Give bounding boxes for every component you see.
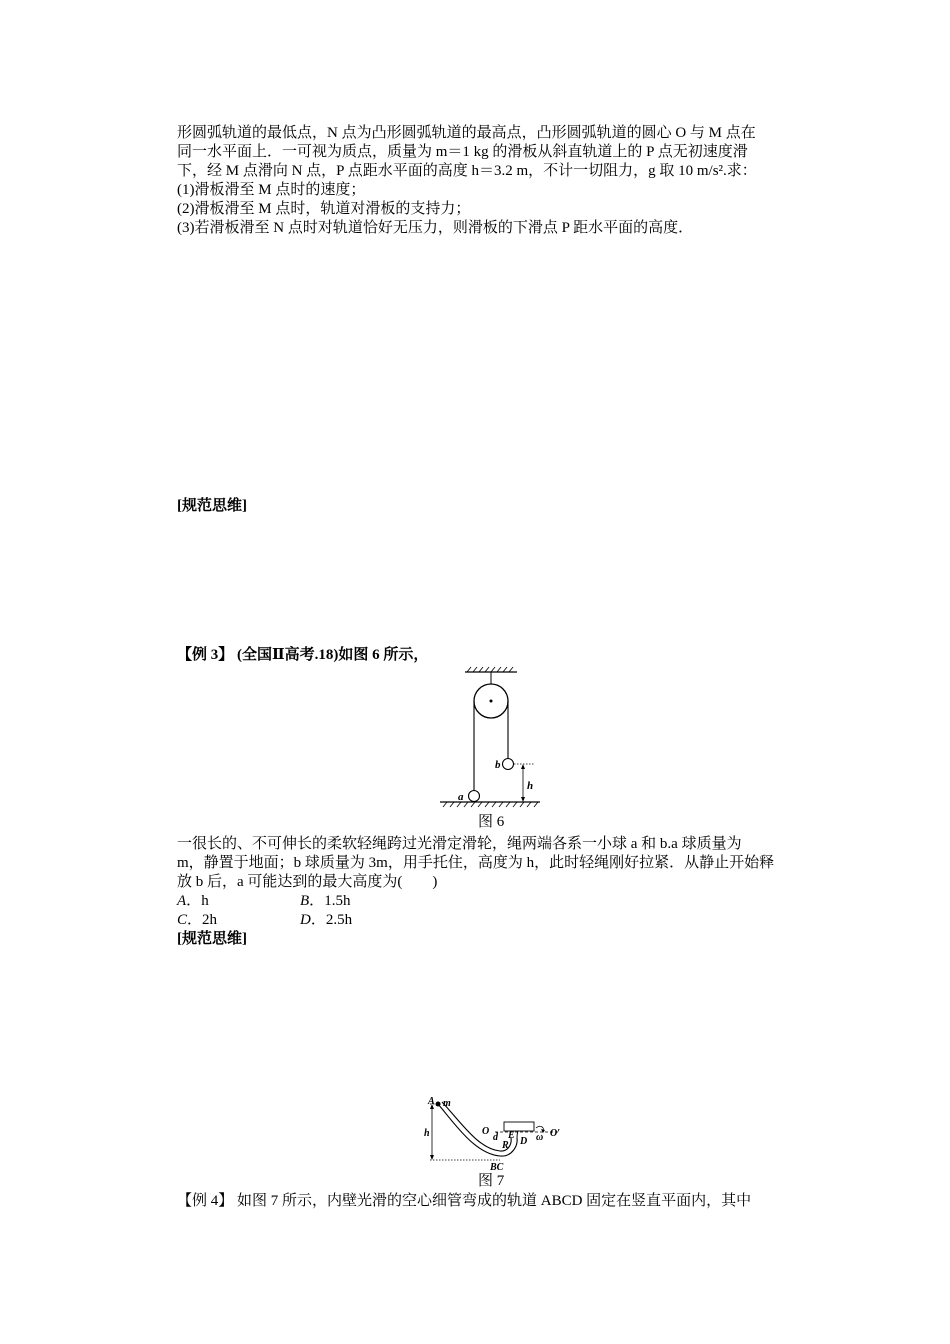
figure-7-label-m: m [443,1098,451,1109]
option-c-letter: C [177,912,188,928]
option-d-text: 2.5h [325,912,353,928]
figure-7-track-diagram [420,1094,570,1174]
option-a-letter: A [177,893,187,909]
problem2-line-3: 下，经 M 点滑向 N 点，P 点距水平面的高度 h＝3.2 m，不计一切阻力，g 取 10 m/s².求： [177,163,757,179]
figure-7-label-O: O [482,1126,490,1137]
option-b-letter: B [300,893,310,909]
example3-option-c: C．2h [177,912,218,928]
option-b-text: 1.5h [324,893,351,909]
example3-line-1: 一很长的、不可伸长的柔软轻绳跨过光滑定滑轮，绳两端各系一小球 a 和 b.a 球质量为 [177,836,742,852]
problem2-line-1: 形圆弧轨道的最低点，N 点为凸形圆弧轨道的最高点，凸形圆弧轨道的圆心 O 与 M 点在 [177,125,756,141]
example3-thinking-label: [规范思维] [177,931,247,947]
figure-7-label-Oprime: O′ [550,1128,561,1139]
option-c-text: 2h [202,912,218,928]
figure-7-label-d: d [493,1132,498,1143]
example3-line-3: 放 b 后，a 可能达到的最大高度为( ) [177,874,438,890]
problem2-question-3: (3)若滑板滑至 N 点时对轨道恰好无压力，则滑板的下滑点 P 距水平面的高度． [177,220,694,236]
example3-header: 【例 3】 (全国Ⅱ高考.18)如图 6 所示， [177,647,429,663]
figure-6-caption: 图 6 [478,814,505,830]
figure-6-pulley-diagram [435,665,545,815]
figure-7-label-E: E [508,1130,515,1141]
example4-line-1: 【例 4】 如图 7 所示，内壁光滑的空心细管弯成的轨道 ABCD 固定在竖直平面内，其中 [177,1193,752,1209]
example3-option-d: D．2.5h [300,912,353,928]
example3-option-a: A．h [177,893,209,909]
figure-7-label-BC: BC [490,1162,504,1173]
figure-6-label-h: h [527,780,534,792]
option-a-text: h [201,893,209,909]
figure-6-label-a: a [458,791,464,803]
problem2-question-2: (2)滑板滑至 M 点时，轨道对滑板的支持力； [177,201,471,217]
problem2-line-2: 同一水平面上．一可视为质点，质量为 m＝1 kg 的滑板从斜直轨道上的 P 点无初速度滑 [177,144,748,160]
figure-7-label-omega: ω [536,1132,544,1143]
problem2-thinking-label: [规范思维] [177,498,247,514]
figure-7-caption: 图 7 [478,1173,505,1189]
example3-line-2: m，静置于地面；b 球质量为 3m，用手托住，高度为 h，此时轻绳刚好拉紧．从静止开始释 [177,855,775,871]
figure-7-label-D: D [520,1136,528,1147]
problem2-question-1: (1)滑板滑至 M 点时的速度； [177,182,366,198]
figure-7-label-A: A [428,1096,435,1107]
example3-option-b: B．1.5h [300,893,351,909]
figure-7-label-h: h [424,1128,430,1139]
figure-7-label-R: R [502,1140,509,1151]
option-d-letter: D [300,912,311,928]
figure-6-label-b: b [495,759,501,771]
